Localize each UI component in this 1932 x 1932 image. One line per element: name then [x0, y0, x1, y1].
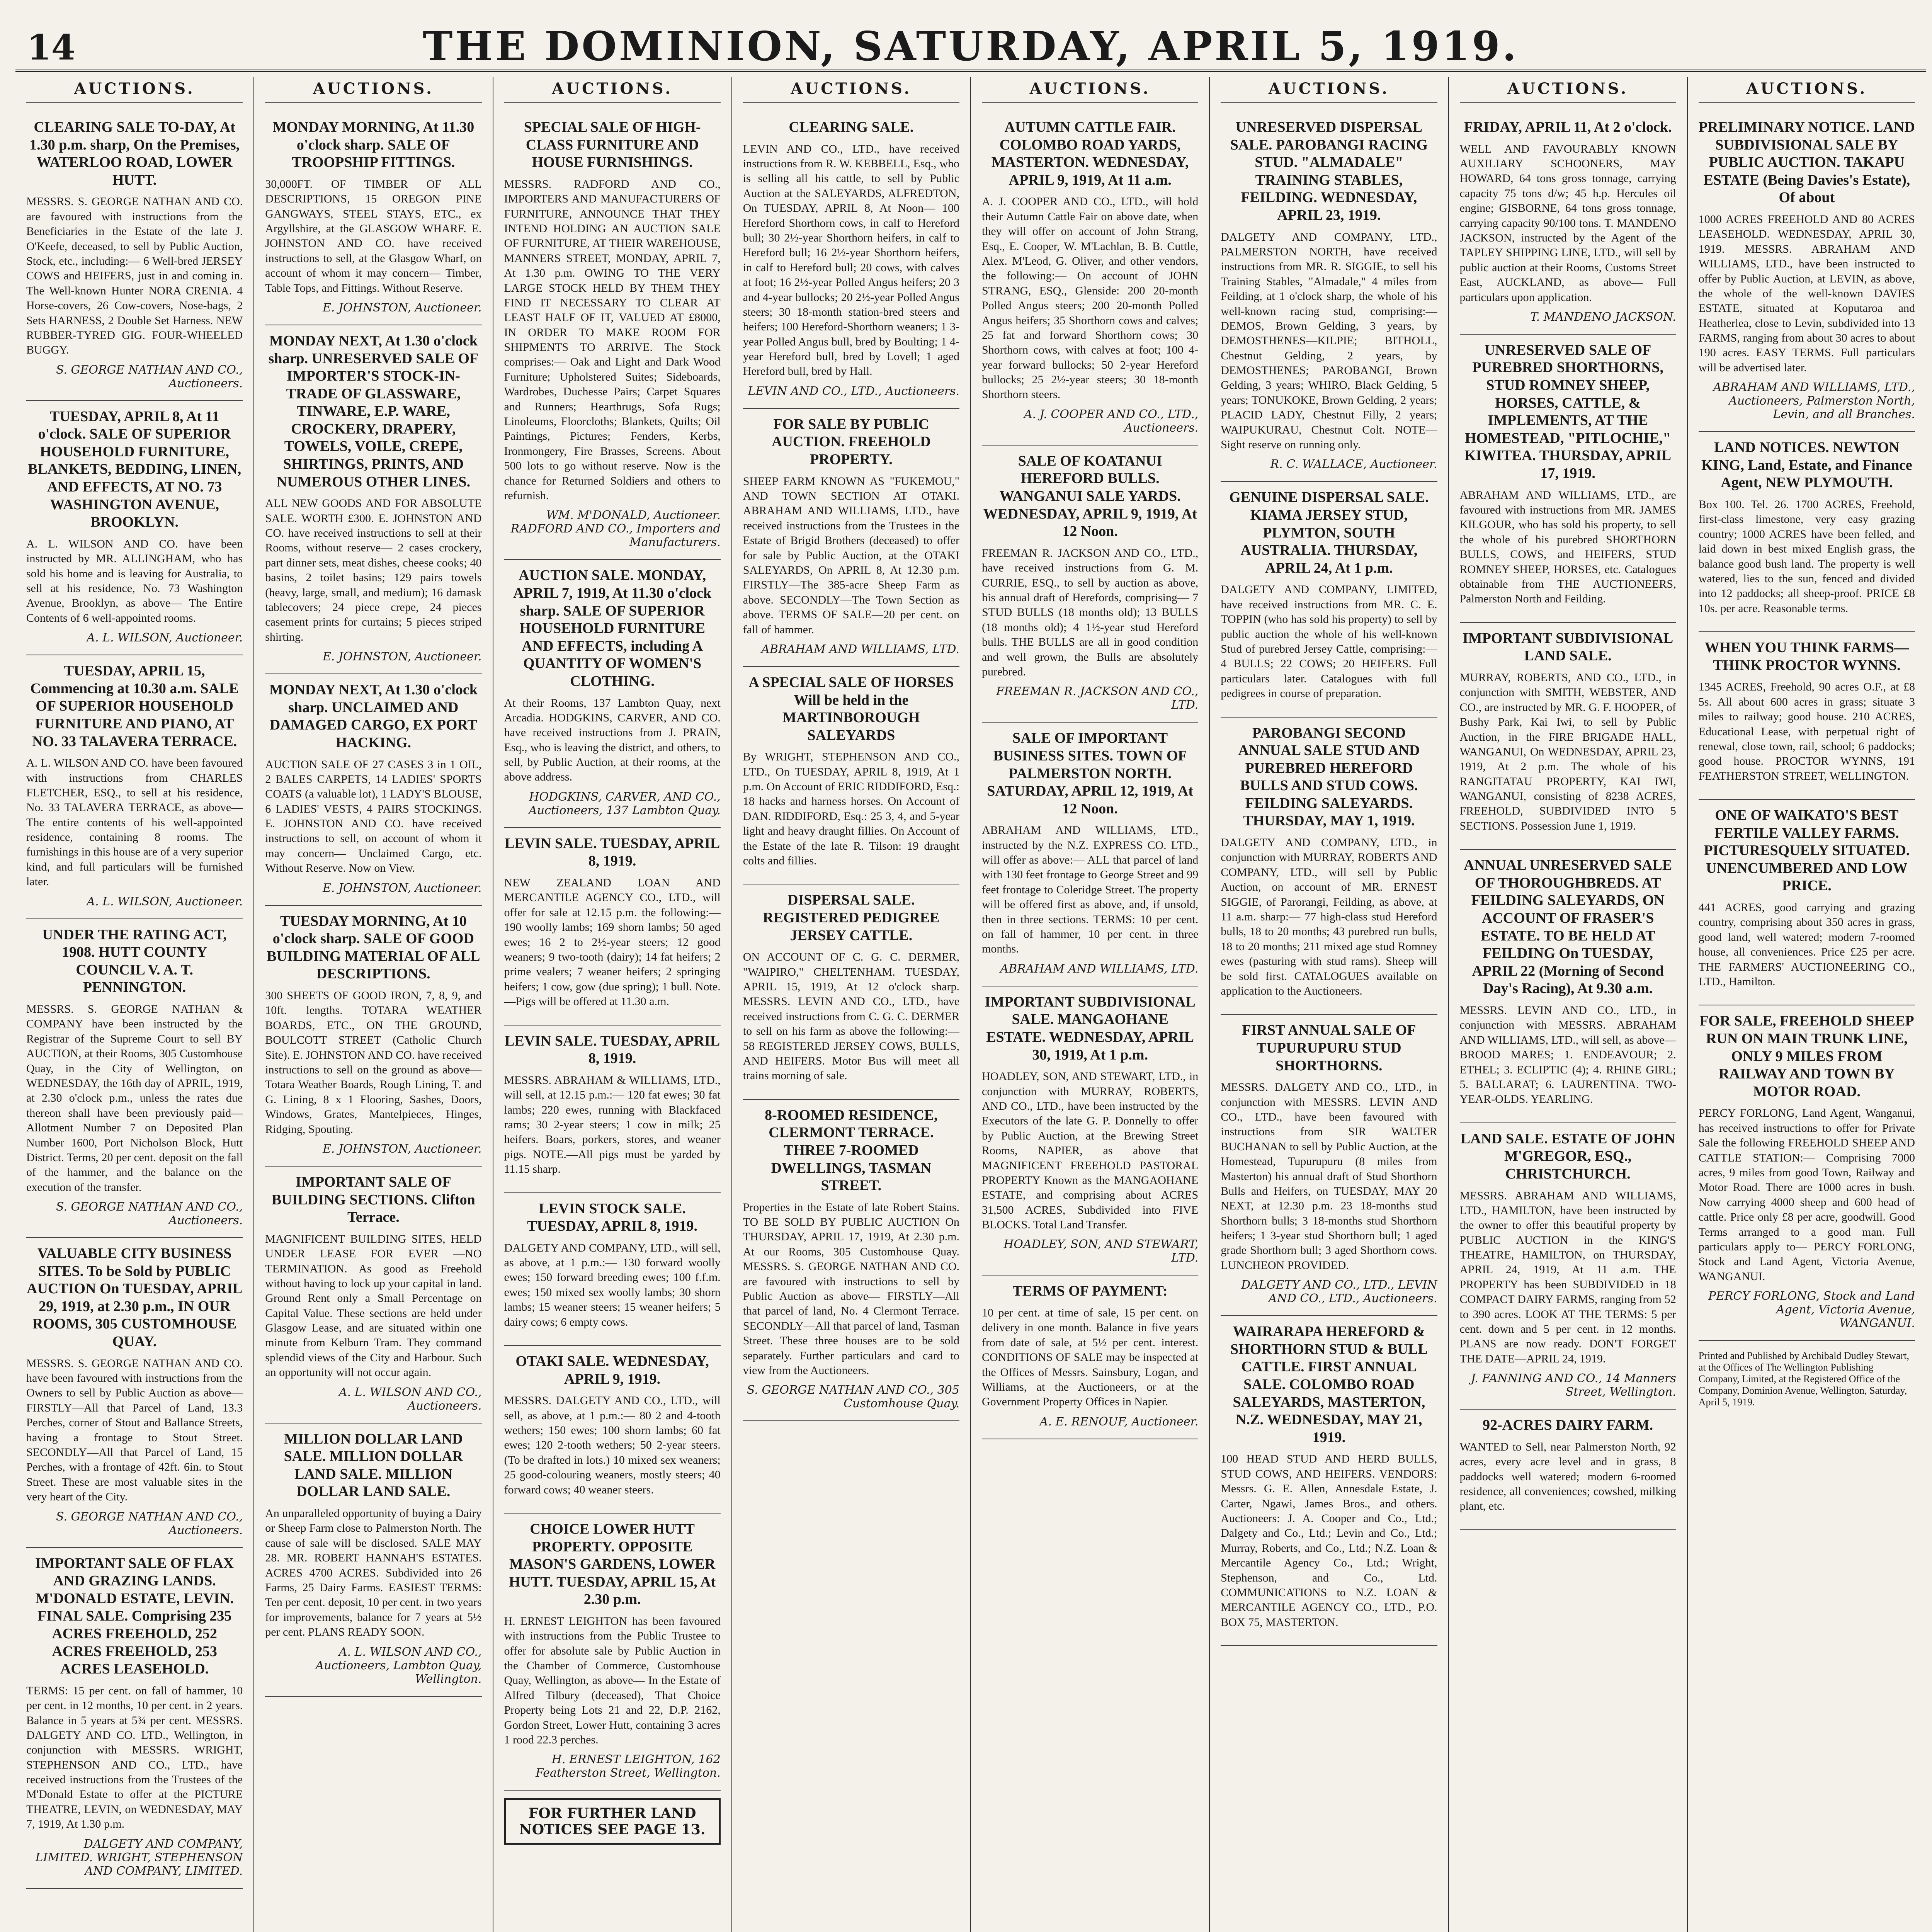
columns-container — [15, 77, 1926, 1932]
advertisement — [504, 1026, 721, 1193]
ad-body: NEW ZEALAND LOAN AND MERCANTILE AGENCY CO., LTD., will offer for sale at 12.15 p.m. the following:— 190 woolly lambs; 169 shorn lambs; 50 aged ewes; 16 2 to 2½-year steers; 12 good weaners; 9 two-tooth (dairy); 14 fat heifers; 2 prime vealers; 7 weaner heifers; 2 springing heifers; 1 cow, gow (due spring); 1 bull. Note.—Pigs will be offered at 11.30 a.m. — [504, 876, 721, 1008]
printer-imprint: Printed and Published by Archibald Dudley Stewart, at the Offices of The Wellington Publishing Company, Limited, at the Registered Office of the Company, Dominion Avenue, Wellington, Saturday, April 5, 1919. — [1698, 1350, 1909, 1408]
advertisement — [504, 828, 721, 1026]
ad-heading: MONDAY NEXT, At 1.30 o'clock sharp. UNRESERVED SALE OF IMPORTER'S STOCK-IN-TRADE OF GLASSWARE, TINWARE, E.P. WARE, CROCKERY, DRAPERY, TOWELS, VOILE, CREPE, SHIRTINGS, PRINTS, AND NUMEROUS OTHER LINES. — [268, 332, 479, 490]
ad-heading: IMPORTANT SUBDIVISIONAL LAND SALE. — [1463, 630, 1673, 664]
ad-body: H. ERNEST LEIGHTON has been favoured with instructions from the Public Trustee to offer for absolute sale by Public Auction in the Chamber of Commerce, Customhouse Quay, Wellington, as above— In the Estate of Alfred Tilbury (deceased), That Choice Property being Lots 21 and 22, D.P. 2162, Gordon Street, Lower Hutt, containing 3 acres 1 rood 22.3 perches. — [504, 1614, 721, 1747]
ad-heading: PRELIMINARY NOTICE. LAND SUBDIVISIONAL SALE BY PUBLIC AUCTION. TAKAPU ESTATE (Being Davies's Estate), Of about — [1698, 119, 1915, 206]
ad-signature: A. J. COOPER AND CO., LTD., Auctioneers. — [1024, 407, 1199, 435]
advertisement — [265, 112, 481, 325]
advertisement — [743, 1100, 959, 1422]
ad-signature: S. GEORGE NATHAN AND CO., 305 Customhouse Quay. — [747, 1383, 959, 1411]
ad-body: 10 per cent. at time of sale, 15 per cent. on delivery in one month. Balance in five years from date of sale, at 5½ per cent. interest. CONDITIONS OF SALE may be inspected at the Offices of Messrs. Sainsbury, Logan, and Williams, at the Auctioneers, or at the Government Property Offices in Napier. — [982, 1306, 1199, 1408]
ad-body: MESSRS. S. GEORGE NATHAN AND CO. have been favoured with instructions from the Owners to sell by Public Auction as above— FIRSTLY—All that Parcel of Land, 13.3 Perches, corner of Stout and Ballance Streets, having a frontage to Stout Street. SECONDLY—All that Parcel of Land, 15 Perches, with a frontage of 42ft. 6in. to Stout Street. These are most valuable sites in the very heart of the City. — [26, 1357, 243, 1503]
ad-signature: R. C. WALLACE, Auctioneer. — [1270, 457, 1437, 471]
ad-body: DALGETY AND COMPANY, LTD., will sell, as above, at 1 p.m.:— 130 forward woolly ewes; 150 forward breeding ewes; 100 f.f.m. ewes; 150 mixed sex woolly lambs; 30 shorn lambs; 15 weaner steers; 15 weaner heifers; 5 dairy cows; 6 empty cows. — [504, 1241, 721, 1328]
column-header: AUCTIONS. — [265, 77, 481, 103]
ad-body: MESSRS. DALGETY AND CO., LTD., in conjunction with MESSRS. LEVIN AND CO., LTD., have been favoured with instructions from SIR WALTER BUCHANAN to sell by Public Auction, at the Homestead, Tupurupuru (8 miles from Masterton) his annual draft of Stud Shorthorn Bulls and Heifers, on TUESDAY, MAY 20 NEXT, at 12.30 p.m. 23 18-months stud Shorthorn bulls; 3 18-months stud Shorthorn heifers; 1 3-year stud Shorthorn bull; 1 aged grade Shorthorn bull; 3 aged Shorthorn cows. LUNCHEON PROVIDED. — [1221, 1081, 1437, 1272]
ad-body: MESSRS. RADFORD AND CO., IMPORTERS AND MANUFACTURERS OF FURNITURE, ANNOUNCE THAT THEY INTEND HOLDING AN AUCTION SALE OF FURNITURE, AT THEIR WAREHOUSE, MANNERS STREET, MONDAY, APRIL 7, At 1.30 p.m. OWING TO THE VERY LARGE STOCK HELD BY THEM THEY FIND IT NECESSARY TO CLEAR AT LEAST HALF OF IT, VALUED AT £8000, IN ORDER TO MAKE ROOM FOR SHIPMENTS TO ARRIVE. The Stock comprises:— Oak and Light and Dark Wood Furniture; Upholstered Suites; Sideboards, Wardrobes, Duchesse Pairs; Carpet Squares and Runners; Hearthrugs, Sofa Rugs; Linoleums, Floorcloths; Blankets, Quilts; Oil Paintings, Pictures; Fenders, Kerbs, Ironmongery, Fire Brasses, Screens. About 500 lots to go without reserve. Now is the chance for Returned Soldiers and others to refurnish. — [504, 177, 721, 502]
ad-heading: 8-ROOMED RESIDENCE, CLERMONT TERRACE. THREE 7-ROOMED DWELLINGS, TASMAN STREET. — [765, 1107, 938, 1194]
ad-body: DALGETY AND COMPANY, LTD., in conjunction with MURRAY, ROBERTS AND COMPANY, LTD., will sell by Public Auction, on account of MR. ERNEST SIGGIE, of Parorangi, Feilding, as above, at 11 a.m. sharp:— 77 high-class stud Hereford bulls, 18 to 20 months; 43 purebred run bulls, 18 to 20 months; 211 mixed age stud Romney ewes (pasturing with stud rams). Sheep will be sold first. CATALOGUES available on application to the Auctioneers. — [1221, 836, 1437, 997]
advertisement — [1221, 482, 1437, 717]
advertisement — [26, 655, 243, 919]
ad-body: A. L. WILSON AND CO. have been instructed by MR. ALLINGHAM, who has sold his home and is leaving for Australia, to sell at his residence, No. 73 Washington Avenue, Brooklyn, as above— The Entire Contents of 6 well-appointed rooms. — [26, 537, 243, 624]
ad-signature: DALGETY AND CO., LTD., LEVIN AND CO., LTD., Auctioneers. — [1241, 1278, 1437, 1306]
column-3 — [493, 77, 732, 1932]
ad-signature: A. E. RENOUF, Auctioneer. — [1039, 1415, 1199, 1429]
advertisement — [265, 906, 481, 1167]
advertisement — [1699, 1005, 1915, 1341]
ad-signature: HODGKINS, CARVER, AND CO., Auctioneers, 137 Lambton Quay. — [529, 790, 721, 817]
ad-body: TERMS: 15 per cent. on fall of hammer, 10 per cent. in 12 months, 10 per cent. in 2 years. Balance in 5 years at 5¾ per cent. MESSRS. DALGETY AND CO. LTD., Wellington, in conjunction with MESSRS. WRIGHT, STEPHENSON AND CO., LTD., have received instructions from the Trustees of the M'Donald Estate to offer at the PICTURE THEATRE, LEVIN, on WEDNESDAY, MAY 7, 1919, At 1.30 p.m. — [26, 1684, 243, 1831]
ad-signature: E. JOHNSTON, Auctioneer. — [323, 301, 482, 315]
ad-heading: MONDAY NEXT, At 1.30 o'clock sharp. UNCLAIMED AND DAMAGED CARGO, EX PORT HACKING. — [269, 682, 478, 751]
ad-signature: A. L. WILSON AND CO., Auctioneers. — [338, 1385, 482, 1413]
ad-signature: E. JOHNSTON, Auctioneer. — [323, 650, 482, 664]
advertisement — [504, 1346, 721, 1514]
advertisement — [26, 1238, 243, 1548]
ad-heading: LAND NOTICES. NEWTON KING, Land, Estate, and Finance Agent, NEW PLYMOUTH. — [1701, 439, 1912, 491]
ad-signature: ABRAHAM AND WILLIAMS, LTD. — [1000, 962, 1199, 976]
column-header: AUCTIONS. — [1221, 77, 1437, 103]
ad-body: 30,000FT. OF TIMBER OF ALL DESCRIPTIONS, 15 OREGON PINE GANGWAYS, STEEL STAYS, ETC., ex Argyllshire, at the GLASGOW WHARF. E. JOHNSTON AND CO. have received instructions to sell, at the Glasgow Wharf, on account of whom it may concern— Timber, Table Tops, and Fittings. Without Reserve. — [265, 177, 482, 294]
masthead — [15, 12, 1926, 72]
ad-body: MESSRS. ABRAHAM AND WILLIAMS, LTD., HAMILTON, have been instructed by the owner to offer this beautiful property by PUBLIC AUCTION in the KING'S THEATRE, HAMILTON, on THURSDAY, APRIL 24, 1919, At 11 a.m. THE PROPERTY has been SUBDIVIDED in 18 COMPACT DAIRY FARMS, ranging from 52 to 390 acres. LOOK AT THE TERMS: 5 per cent. down and 5 per cent. in 12 months. PLANS are now ready. DON'T FORGET THE DATE—APRIL 24, 1919. — [1459, 1189, 1676, 1365]
ad-body: FREEMAN R. JACKSON AND CO., LTD., have received instructions from G. M. CURRIE, ESQ., to sell by auction as above, his annual draft of Herefords, comprising— 7 STUD BULLS (18 months old); 13 BULLS (18 months old); 4 1½-year stud Hereford bulls. THE BULLS are all in good condition and well grown, the Bulls are absolutely purebred. — [982, 546, 1199, 678]
ad-heading: CLEARING SALE TO-DAY, At 1.30 p.m. sharp, On the Premises, WATERLOO ROAD, LOWER HUTT. — [29, 119, 240, 188]
ad-signature: S. GEORGE NATHAN AND CO., Auctioneers. — [56, 1200, 243, 1228]
ad-heading: ONE OF WAIKATO'S BEST FERTILE VALLEY FARMS. PICTURESQUELY SITUATED. UNENCUMBERED AND LOW PRICE. — [1704, 807, 1910, 894]
advertisement — [982, 1276, 1198, 1439]
ad-heading: FRIDAY, APRIL 11, At 2 o'clock. — [1464, 119, 1672, 135]
ad-heading: WHEN YOU THINK FARMS—THINK PROCTOR WYNNS. — [1704, 639, 1909, 673]
ad-heading: DISPERSAL SALE. REGISTERED PEDIGREE JERSEY CATTLE. — [763, 892, 940, 944]
ad-heading: PAROBANGI SECOND ANNUAL SALE STUD AND PUREBRED HEREFORD BULLS AND STUD COWS. FEILDING SALEYARDS. THURSDAY, MAY 1, 1919. — [1238, 724, 1420, 829]
ad-body: AUCTION SALE OF 27 CASES 3 in 1 OIL, 2 BALES CARPETS, 14 LADIES' SPORTS COATS (a valuable lot), 1 LADY'S BLOUSE, 6 LADIES' VESTS, 4 PAIRS STOCKINGS. E. JOHNSTON AND CO. have received instructions to sell, on account of whom it may concern— Unclaimed Cargo, etc. Without Reserve. Now on View. — [265, 758, 482, 875]
ad-signature: A. L. WILSON AND CO., Auctioneers, Lambton Quay, Wellington. — [315, 1645, 482, 1686]
ad-body: MESSRS. S. GEORGE NATHAN AND CO. are favoured with instructions from the Beneficiaries in the Estate of the late J. O'Keefe, deceased, to sell by Public Auction, Stock, etc., including:— 6 Well-bred JERSEY COWS and HEIFERS, just in and coming in. The Well-known Hunter NORA CRENIA. 4 Horse-covers, 26 Cow-covers, Nose-bags, 2 Sets HARNESS, 2 Double Set Harness. NEW RUBBER-TYRED GIG. FOUR-WHEELED BUGGY. — [26, 195, 243, 357]
ad-body: ALL NEW GOODS AND FOR ABSOLUTE SALE. WORTH £300. E. JOHNSTON AND CO. have received instructions to sell at their Rooms, without reserve— 2 cases crockery, part dinner sets, meat dishes, cheese cooks; 40 basins, 2 toilet basins; 129 pairs towels (heavy, large, small, and medium); 16 damask tablecovers; 24 piece crepe, 24 pieces casement prints for curtains; 5 pieces striped shirting. — [265, 497, 482, 643]
ad-signature: A. L. WILSON, Auctioneer. — [87, 631, 243, 645]
advertisement — [1699, 112, 1915, 432]
ad-body: HOADLEY, SON, AND STEWART, LTD., in conjunction with MURRAY, ROBERTS, AND CO., LTD., have been instructed by the Executors of the late G. P. Donnelly to offer by Public Auction, at the Brewing Street Rooms, NAPIER, as above that MAGNIFICENT FREEHOLD PASTORAL PROPERTY Known as the MANGAOHANE ESTATE, and comprising about ACRES 31,500 ACRES, Subdivided into FIVE BLOCKS. Total Land Transfer. — [982, 1070, 1199, 1231]
advertisement — [265, 1167, 481, 1423]
ad-heading: AUCTION SALE. MONDAY, APRIL 7, 1919, At 11.30 o'clock sharp. SALE OF SUPERIOR HOUSEHOLD FURNITURE AND EFFECTS, including A QUANTITY OF WOMEN'S CLOTHING. — [513, 567, 712, 689]
ad-heading: OTAKI SALE. WEDNESDAY, APRIL 9, 1919. — [515, 1353, 709, 1387]
ad-signature: J. FANNING AND CO., 14 Manners Street, Wellington. — [1471, 1372, 1676, 1399]
ad-signature: LEVIN AND CO., LTD., Auctioneers. — [748, 384, 959, 398]
advertisement — [1699, 800, 1915, 1005]
ad-heading: MONDAY MORNING, At 11.30 o'clock sharp. SALE OF TROOPSHIP FITTINGS. — [272, 119, 474, 171]
ad-body: 441 ACRES, good carrying and grazing country, comprising about 350 acres in grass, good land, well watered; modern 7-roomed house, all conveniences. Price £25 per acre. THE FARMERS' AUCTIONEERING CO., LTD., Hamilton. — [1698, 901, 1915, 988]
advertisement — [743, 884, 959, 1099]
advertisement — [26, 919, 243, 1238]
ad-signature: S. GEORGE NATHAN AND CO., Auctioneers. — [56, 1510, 243, 1537]
advertisement — [265, 674, 481, 906]
ad-signature: PERCY FORLONG, Stock and Land Agent, Victoria Avenue, WANGANUI. — [1708, 1289, 1915, 1330]
ad-heading: FOR SALE BY PUBLIC AUCTION. FREEHOLD PROPERTY. — [772, 416, 931, 468]
ad-heading: GENUINE DISPERSAL SALE. KIAMA JERSEY STUD, PLYMTON, SOUTH AUSTRALIA. THURSDAY, APRIL 24, At 1 p.m. — [1229, 489, 1429, 576]
newspaper-title: THE DOMINION, SATURDAY, APRIL 5, 1919. — [422, 22, 1519, 70]
advertisement — [982, 986, 1198, 1276]
ad-body: Box 100. Tel. 26. 1700 ACRES, Freehold, first-class limestone, very easy grazing country; 1000 ACRES have been felled, and laid down in best mixed English grass, the balance good bush land. The property is well watered, lies to the sun, fenced and divided into 12 paddocks; all sheep-proof. PRICE £8 10s. per acre. Reasonable terms. — [1698, 498, 1915, 615]
ad-signature: S. GEORGE NATHAN AND CO., Auctioneers. — [56, 363, 243, 390]
advertisement — [1460, 623, 1676, 850]
advertisement — [1221, 1015, 1437, 1316]
ad-heading: 92-ACRES DAIRY FARM. — [1483, 1417, 1653, 1434]
ad-body: A. J. COOPER AND CO., LTD., will hold their Autumn Cattle Fair on above date, when they will offer on account of John Strang, Esq., E. Cooper, W. M'Lachlan, B. B. Cuttle, Alex. M'Leod, G. Oliver, and other vendors, the following:— On account of JOHN STRANG, ESQ., Glenside: 200 20-month Polled Angus steers; 200 20-month Polled Angus heifers; 35 Shorthorn cows and calves; 25 fat and forward Shorthorn cows; 30 Shorthorn cows, with calves at foot; 100 4-year forward bullocks; 50 2-year Hereford bullocks; 25 2½-year steers; 30 18-month Shorthorn steers. — [982, 195, 1199, 401]
ad-body: MESSRS. LEVIN AND CO., LTD., in conjunction with MESSRS. ABRAHAM AND WILLIAMS, LTD., will sell, as above— BROOD MARES; 1. ENDEAVOUR; 2. ETHEL; 3. ECLIPTIC (4); 4. RHINE GIRL; 5. BALLARAT; 6. LAURENTINA. TWO-YEAR-OLDS. YEARLING. — [1459, 1004, 1676, 1106]
ad-body: MURRAY, ROBERTS, AND CO., LTD., in conjunction with SMITH, WEBSTER, AND CO., are instructed by MR. G. F. HOOPER, of Bushy Park, Kai Iwi, to sell by Public Auction, in the FIRE BRIGADE HALL, WANGANUI, On WEDNESDAY, APRIL 23, 1919, At 2 p.m. The whole of his RANGITATAU PROPERTY, KAI IWI, WANGANUI, consisting of 8238 ACRES, FREEHOLD, SUBDIVIDED INTO 5 SECTIONS. Possession June 1, 1919. — [1459, 671, 1676, 832]
ad-heading: UNRESERVED SALE OF PUREBRED SHORTHORNS, STUD ROMNEY SHEEP, HORSES, CATTLE, & IMPLEMENTS, AT THE HOMESTEAD, "PITLOCHIE," KIWITEA. THURSDAY, APRIL 17, 1919. — [1464, 342, 1672, 482]
column-8 — [1688, 77, 1926, 1932]
advertisement — [743, 409, 959, 667]
ad-signature: ABRAHAM AND WILLIAMS, LTD. — [761, 642, 959, 656]
advertisement — [1460, 335, 1676, 623]
ad-body: MAGNIFICENT BUILDING SITES, HELD UNDER LEASE FOR EVER —NO TERMINATION. As good as Freehold without having to lock up your capital in land. Ground Rent only a Small Percentage on Capital Value. These sections are held under Glasgow Lease, and are situated within one minute from Kelburn Tram. They command splendid views of the City and Harbour. Such an opportunity will not occur again. — [265, 1232, 482, 1379]
ad-body: WANTED to Sell, near Palmerston North, 92 acres, every acre level and in grass, 8 paddocks well watered; modern 6-roomed residence, all conveniences; cowshed, milking plant, etc. — [1459, 1440, 1676, 1513]
ad-heading: SPECIAL SALE OF HIGH-CLASS FURNITURE AND HOUSE FURNISHINGS. — [524, 119, 701, 171]
ad-heading: TUESDAY, APRIL 15, Commencing at 10.30 a.m. SALE OF SUPERIOR HOUSEHOLD FURNITURE AND PIANO, AT NO. 33 TALAVERA TERRACE. — [30, 663, 239, 750]
ad-signature: DALGETY AND COMPANY, LIMITED. WRIGHT, STEPHENSON AND COMPANY, LIMITED. — [35, 1837, 243, 1878]
ad-heading: LEVIN SALE. TUESDAY, APRIL 8, 1919. — [505, 835, 720, 869]
ad-heading: SALE OF IMPORTANT BUSINESS SITES. TOWN OF PALMERSTON NORTH. SATURDAY, APRIL 12, 1919, At 12 Noon. — [987, 730, 1194, 817]
ad-body: MESSRS. DALGETY AND CO., LTD., will sell, as above, at 1 p.m.:— 80 2 and 4-tooth wethers; 150 ewes; 100 shorn lambs; 60 fat ewes; 120 2-tooth wethers; 50 2-year steers. (To be drafted in lots.) 10 mixed sex weaners; 25 good-colouring weaners, mostly steers; 40 forward cows; 40 weaner steers. — [504, 1394, 721, 1496]
ad-heading: TUESDAY MORNING, At 10 o'clock sharp. SALE OF GOOD BUILDING MATERIAL OF ALL DESCRIPTIONS. — [267, 913, 480, 982]
advertisement — [504, 112, 721, 560]
advertisement — [265, 1423, 481, 1697]
ad-heading: LEVIN SALE. TUESDAY, APRIL 8, 1919. — [505, 1032, 720, 1067]
ad-signature: WM. M'DONALD, Auctioneer. RADFORD AND CO., Importers and Manufacturers. — [510, 509, 721, 549]
ad-body: PERCY FORLONG, Land Agent, Wanganui, has received instructions to offer for Private Sale the following FREEHOLD SHEEP AND CATTLE STATION:— Comprising 7000 acres, 9 miles from good Town, Railway and Motor Road. There are 1000 acres in bush. Now carrying 4000 sheep and 600 head of cattle. Price only £8 per acre, goodwill. Good Terms arranged to a good man. Full particulars apply to— PERCY FORLONG, Stock and Land Agent, Victoria Avenue, WANGANUI. — [1698, 1107, 1915, 1283]
advertisement — [26, 1548, 243, 1889]
column-header: AUCTIONS. — [743, 77, 959, 103]
further-notices-pointer: FOR FURTHER LAND NOTICES SEE PAGE 13. — [504, 1798, 721, 1845]
ad-body: LEVIN AND CO., LTD., have received instructions from R. W. KEBBELL, Esq., who is selling all his cattle, to sell by Public Auction at the SALEYARDS, ALFREDTON, On TUESDAY, APRIL 8, At Noon— 100 Hereford Shorthorn cows, in calf to Hereford bull; 30 2½-year Shorthorn heifers, in calf to Hereford bull; 16 2½-year Shorthorn heifers, in calf to Hereford bull; 20 cows, with calves at foot; 16 2½-year Polled Angus heifers; 20 3 and 4-year bullocks; 20 2½-year Polled Angus steers; 30 18-month station-bred steers and heifers; 100 Hereford-Shorthorn weaners; 1 3-year Polled Angus bull, bred by Boulting; 1 4-year Hereford bull, bred by Lovell; 1 aged Hereford bull, bred by Hall. — [743, 142, 959, 378]
advertisement — [1699, 432, 1915, 632]
advertisement — [1221, 112, 1437, 482]
advertisement — [1460, 1410, 1676, 1530]
advertisement — [265, 325, 481, 674]
column-5 — [971, 77, 1210, 1932]
page-number: 14 — [27, 27, 76, 68]
advertisement — [1221, 1316, 1437, 1646]
advertisement — [504, 1514, 721, 1791]
ad-body: SHEEP FARM KNOWN AS "FUKEMOU," AND TOWN SECTION AT OTAKI. ABRAHAM AND WILLIAMS, LTD., have received instructions from the Trustees in the Estate of Brigid Brothers (deceased) to offer for sale by Public Auction, at the OTAKI SALEYARDS, On APRIL 8, At 12.30 p.m. FIRSTLY—The 385-acre Sheep Farm as above. SECONDLY—The Town Section as above. TERMS OF SALE—20 per cent. on fall of hammer. — [743, 474, 959, 636]
ad-heading: ANNUAL UNRESERVED SALE OF THOROUGHBREDS. AT FEILDING SALEYARDS, ON ACCOUNT OF FRASER'S ESTATE. TO BE HELD AT FEILDING On TUESDAY, APRIL 22 (Morning of Second Day's Racing), At 9.30 a.m. — [1464, 857, 1672, 997]
ad-heading: VALUABLE CITY BUSINESS SITES. To be Sold by PUBLIC AUCTION On TUESDAY, APRIL 29, 1919, at 2.30 p.m., IN OUR ROOMS, 305 CUSTOMHOUSE QUAY. — [27, 1245, 243, 1350]
ad-heading: CHOICE LOWER HUTT PROPERTY. OPPOSITE MASON'S GARDENS, LOWER HUTT. TUESDAY, APRIL 15, At 2.30 p.m. — [509, 1520, 716, 1608]
ad-body: A. L. WILSON AND CO. have been favoured with instructions from CHARLES FLETCHER, ESQ., to sell at his residence, No. 33 TALAVERA TERRACE, as above— The entire contents of his well-appointed residence, containing 8 rooms. The furnishings in this house are of a very superior kind, and full particulars will be furnished later. — [26, 757, 243, 888]
advertisement — [26, 112, 243, 401]
column-header: AUCTIONS. — [1460, 77, 1676, 103]
advertisement — [1221, 718, 1437, 1015]
advertisement — [743, 667, 959, 885]
ad-heading: TERMS OF PAYMENT: — [1012, 1283, 1168, 1299]
ad-heading: AUTUMN CATTLE FAIR. COLOMBO ROAD YARDS, MASTERTON. WEDNESDAY, APRIL 9, 1919, At 11 a.m. — [991, 119, 1189, 188]
ad-body: An unparalleled opportunity of buying a Dairy or Sheep Farm close to Palmerston North. The cause of sale will be disclosed. SALE MAY 28. MR. ROBERT HANNAH'S ESTATES. ACRES 4700 ACRES. Subdivided into 26 Farms, 25 Dairy Farms. EASIEST TERMS: Ten per cent. deposit, 10 per cent. in two years for improvements, balance for 7 years at 5½ per cent. PLANS READY SOON. — [265, 1507, 482, 1639]
ad-body: ABRAHAM AND WILLIAMS, LTD., instructed by the N.Z. EXPRESS CO. LTD., will offer as above:— ALL that parcel of land with 130 feet frontage to George Street and 99 feet frontage to Coleridge Street. The property will be offered first as above, and, if unsold, then in three sections. TERMS: 10 per cent. on fall of hammer, 10 per cent. in three months. — [982, 824, 1199, 956]
advertisement — [1699, 632, 1915, 800]
column-header: AUCTIONS. — [982, 77, 1198, 103]
ad-heading: FOR SALE, FREEHOLD SHEEP RUN ON MAIN TRUNK LINE, ONLY 9 MILES FROM RAILWAY AND TOWN BY MOTOR ROAD. — [1699, 1013, 1914, 1100]
ad-signature: T. MANDENO JACKSON. — [1530, 310, 1676, 324]
column-1 — [15, 77, 254, 1932]
ad-heading: LAND SALE. ESTATE OF JOHN M'GREGOR, ESQ., CHRISTCHURCH. — [1460, 1130, 1675, 1182]
advertisement — [1460, 850, 1676, 1123]
ad-signature: HOADLEY, SON, AND STEWART, LTD. — [1003, 1238, 1199, 1265]
ad-heading: IMPORTANT SALE OF BUILDING SECTIONS. Clifton Terrace. — [271, 1173, 475, 1226]
ad-heading: UNRESERVED DISPERSAL SALE. PAROBANGI RACING STUD. "ALMADALE" TRAINING STABLES, FEILDING. WEDNESDAY, APRIL 23, 1919. — [1230, 119, 1428, 223]
ad-body: DALGETY AND COMPANY, LIMITED, have received instructions from MR. C. E. TOPPIN (who has sold his property) to sell by public auction the whole of his well-known Stud of purebred Jersey Cattle, comprising:— 4 BULLS; 22 COWS; 20 HEIFERS. Full particulars later. Catalogues with full pedigrees in course of preparation. — [1221, 583, 1437, 700]
ad-body: ABRAHAM AND WILLIAMS, LTD., are favoured with instructions from MR. JAMES KILGOUR, who has sold his property, to sell the whole of his purebred SHORTHORN BULLS, COWS, and HEIFERS, STUD ROMNEY SHEEP, HORSES, etc. Catalogues obtainable from THE AUCTIONEERS, Palmerston North and Feilding. — [1459, 488, 1676, 605]
ad-body: MESSRS. ABRAHAM & WILLIAMS, LTD., will sell, at 12.15 p.m.:— 120 fat ewes; 30 fat lambs; 220 ewes, running with Blackfaced rams; 30 2-year steers; 1 cow in milk; 25 heifers. Boars, porkers, stores, and weaner pigs. NOTE.—All pigs must be yarded by 11.15 sharp. — [504, 1073, 721, 1176]
ad-heading: TUESDAY, APRIL 8, At 11 o'clock. SALE OF SUPERIOR HOUSEHOLD FURNITURE, BLANKETS, BEDDING, LINEN, AND EFFECTS, AT NO. 73 WASHINGTON AVENUE, BROOKLYN. — [28, 408, 242, 531]
ad-body: 100 HEAD STUD AND HERD BULLS, STUD COWS, AND HEIFERS. VENDORS: Messrs. G. E. Allen, Annesdale Estate, J. Carter, Ngawi, James Bros., and others. Auctioneers: J. A. Cooper and Co., Ltd.; Dalgety and Co., Ltd.; Levin and Co., Ltd.; Murray, Roberts, and Co., Ltd.; N.Z. Loan & Mercantile Agency Co., Ltd.; Wright, Stephenson, and Co., Ltd. COMMUNICATIONS to N.Z. LOAN & MERCANTILE AGENCY CO., LTD., P.O. BOX 75, MASTERTON. — [1221, 1452, 1437, 1629]
ad-body: At their Rooms, 137 Lambton Quay, next Arcadia. HODGKINS, CARVER, AND CO. have received instructions from J. PRAIN, Esq., who is leaving the district, and others, to sell, by Public Auction, at their rooms, at the above address. — [504, 696, 721, 784]
ad-body: ON ACCOUNT OF C. G. C. DERMER, "WAIPIRO," CHELTENHAM. TUESDAY, APRIL 15, 1919, At 12 o'clock sharp. MESSRS. LEVIN AND CO., LTD., have received instructions from C. G. C. DERMER to sell on his farm as above the following:— 58 REGISTERED JERSEY COWS, BULLS, AND HEIFERS. Motor Bus will meet all trains morning of sale. — [743, 951, 959, 1082]
column-header: AUCTIONS. — [26, 77, 243, 103]
advertisement — [1460, 1123, 1676, 1410]
advertisement — [982, 446, 1198, 723]
column-2 — [254, 77, 493, 1932]
advertisement — [504, 560, 721, 828]
column-4 — [732, 77, 971, 1932]
column-header: AUCTIONS. — [504, 77, 721, 103]
ad-body: By WRIGHT, STEPHENSON AND CO., LTD., On TUESDAY, APRIL 8, 1919, At 1 p.m. On Account of ERIC RIDDIFORD, Esq.: 18 hacks and harness horses. On Account of DAN. RIDDIFORD, Esq.: 25 3, 4, and 5-year light and heavy draught fillies. On Account of the Estate of the late R. Tilson: 19 draught colts and fillies. — [743, 750, 959, 867]
ad-body: 300 SHEETS OF GOOD IRON, 7, 8, 9, and 10ft. lengths. TOTARA WEATHER BOARDS, ETC., ON THE GROUND, BOULCOTT STREET (Catholic Church Site). E. JOHNSTON AND CO. have received instructions to sell on the ground as above— Totara Weather Boards, Rough Lining, T. and G. Lining, 8 x 1 Flooring, Sashes, Doors, Windows, Grates, Mantelpieces, Hinges, Ridging, Spouting. — [265, 989, 482, 1136]
column-6 — [1210, 77, 1449, 1932]
ad-body: Properties in the Estate of late Robert Stains. TO BE SOLD BY PUBLIC AUCTION On THURSDAY, APRIL 17, 1919, At 2.30 p.m. At our Rooms, 305 Customhouse Quay. MESSRS. S. GEORGE NATHAN AND CO. are favoured with instructions to sell by Public Auction as above— FIRSTLY—All that parcel of land, No. 4 Clermont Terrace. SECONDLY—All that parcel of land, Tasman Street. These three houses are to be sold separately. Further particulars and card to view from the Auctioneers. — [743, 1201, 959, 1377]
advertisement — [504, 1193, 721, 1346]
ad-signature: A. L. WILSON, Auctioneer. — [87, 895, 243, 908]
ad-heading: FIRST ANNUAL SALE OF TUPURUPURU STUD SHORTHORNS. — [1242, 1022, 1416, 1074]
ad-heading: IMPORTANT SUBDIVISIONAL SALE. MANGAOHANE ESTATE. WEDNESDAY, APRIL 30, 1919, At 1 p.m. — [985, 993, 1196, 1063]
ad-heading: IMPORTANT SALE OF FLAX AND GRAZING LANDS. M'DONALD ESTATE, LEVIN. FINAL SALE. Comprising 235 ACRES FREEHOLD, 252 ACRES FREEHOLD, 253 ACRES LEASEHOLD. — [35, 1555, 234, 1677]
ad-body: MESSRS. S. GEORGE NATHAN & COMPANY have been instructed by the Registrar of the Supreme Court to sell BY AUCTION, at their Rooms, 305 Customhouse Quay, in the City of Wellington, on WEDNESDAY, the 16th day of APRIL, 1919, at 2.30 o'clock p.m., unless the rates due thereon shall have been previously paid— Allotment Number 7 on Deposited Plan Number 1600, Port Nicholson Block, Hutt District. Terms, 20 per cent. deposit on the fall of the hammer, and the balance on the execution of the transfer. — [26, 1003, 243, 1194]
advertisement — [982, 723, 1198, 986]
ad-heading: LEVIN STOCK SALE. TUESDAY, APRIL 8, 1919. — [527, 1200, 697, 1235]
ad-body: WELL AND FAVOURABLY KNOWN AUXILIARY SCHOONERS, MAY HOWARD, 64 tons gross tonnage, carrying capacity 75 tons d/w; 45 h.p. Hercules oil engine; GISBORNE, 64 tons gross tonnage, carrying capacity 90/100 tons. T. MANDENO JACKSON, instructed by the Agent of the TAPLEY SHIPPING LINE, LTD., will sell by public auction at their Rooms, Customs Street East, AUCKLAND, as above— Full particulars upon application. — [1459, 142, 1676, 304]
advertisement — [1460, 112, 1676, 335]
ad-signature: E. JOHNSTON, Auctioneer. — [323, 1142, 482, 1156]
ad-signature: FREEMAN R. JACKSON AND CO., LTD. — [996, 685, 1199, 712]
ad-heading: A SPECIAL SALE OF HORSES Will be held in the MARTINBOROUGH SALEYARDS — [748, 674, 954, 743]
advertisement — [982, 112, 1198, 446]
column-7 — [1449, 77, 1688, 1932]
ad-heading: CLEARING SALE. — [789, 119, 914, 135]
ad-body: 1345 ACRES, Freehold, 90 acres O.F., at £8 5s. All about 600 acres in grass; situate 3 miles to railway; good house. 210 ACRES, Educational Lease, with perpetual right of renewal, close town, rail, school; 6 paddocks; good house. PROCTOR WYNNS, 191 FEATHERSTON STREET, WELLINGTON. — [1698, 680, 1915, 782]
advertisement — [26, 401, 243, 656]
column-header: AUCTIONS. — [1699, 77, 1915, 103]
advertisement — [743, 112, 959, 409]
ad-body: 1000 ACRES FREEHOLD AND 80 ACRES LEASEHOLD. WEDNESDAY, APRIL 30, 1919. MESSRS. ABRAHAM AND WILLIAMS, LTD., have been instructed to offer by Public Auction, at LEVIN, as above, the whole of the well-known DAVIES ESTATE, situated at Koputaroa and Heatherlea, close to Levin, subdivided into 13 FARMS, ranging from about 30 acres to about 190 acres. EASY TERMS. Full particulars will be advertised later. — [1698, 213, 1915, 374]
ad-heading: MILLION DOLLAR LAND SALE. MILLION DOLLAR LAND SALE. MILLION DOLLAR LAND SALE. — [284, 1430, 463, 1500]
ad-signature: ABRAHAM AND WILLIAMS, LTD., Auctioneers, Palmerston North, Levin, and all Branches. — [1713, 381, 1915, 422]
ad-signature: E. JOHNSTON, Auctioneer. — [323, 881, 482, 895]
ad-heading: SALE OF KOATANUI HEREFORD BULLS. WANGANUI SALE YARDS. WEDNESDAY, APRIL 9, 1919, At 12 Noon. — [983, 452, 1197, 540]
ad-signature: H. ERNEST LEIGHTON, 162 Featherston Street, Wellington. — [536, 1753, 721, 1780]
ad-body: DALGETY AND COMPANY, LTD., PALMERSTON NORTH, have received instructions from MR. R. SIGGIE, to sell his Training Stables, "Almadale," 4 miles from Feilding, at 1 o'clock sharp, the whole of his well-known racing stud, comprising:— DEMOS, Brown Gelding, 3 years, by DEMOSTHENES—KILPIE; BITHOLL, Chestnut Gelding, 2 years, by DEMOSTHENES; PAROBANGI, Brown Gelding, 3 years; WHIRO, Black Gelding, 5 years; TONUKOKE, Brown Gelding, 2 years; PLACID LADY, Chestnut Filly, 2 years; WAIPUKURAU, Chestnut Colt. NOTE—Sight reserve on running only. — [1221, 230, 1437, 451]
ad-heading: WAIRARAPA HEREFORD & SHORTHORN STUD & BULL CATTLE. FIRST ANNUAL SALE. COLOMBO ROAD SALEYARDS, MASTERTON, N.Z. WEDNESDAY, MAY 21, 1919. — [1230, 1323, 1428, 1446]
ad-heading: UNDER THE RATING ACT, 1908. HUTT COUNTY COUNCIL V. A. T. PENNINGTON. — [42, 926, 227, 996]
